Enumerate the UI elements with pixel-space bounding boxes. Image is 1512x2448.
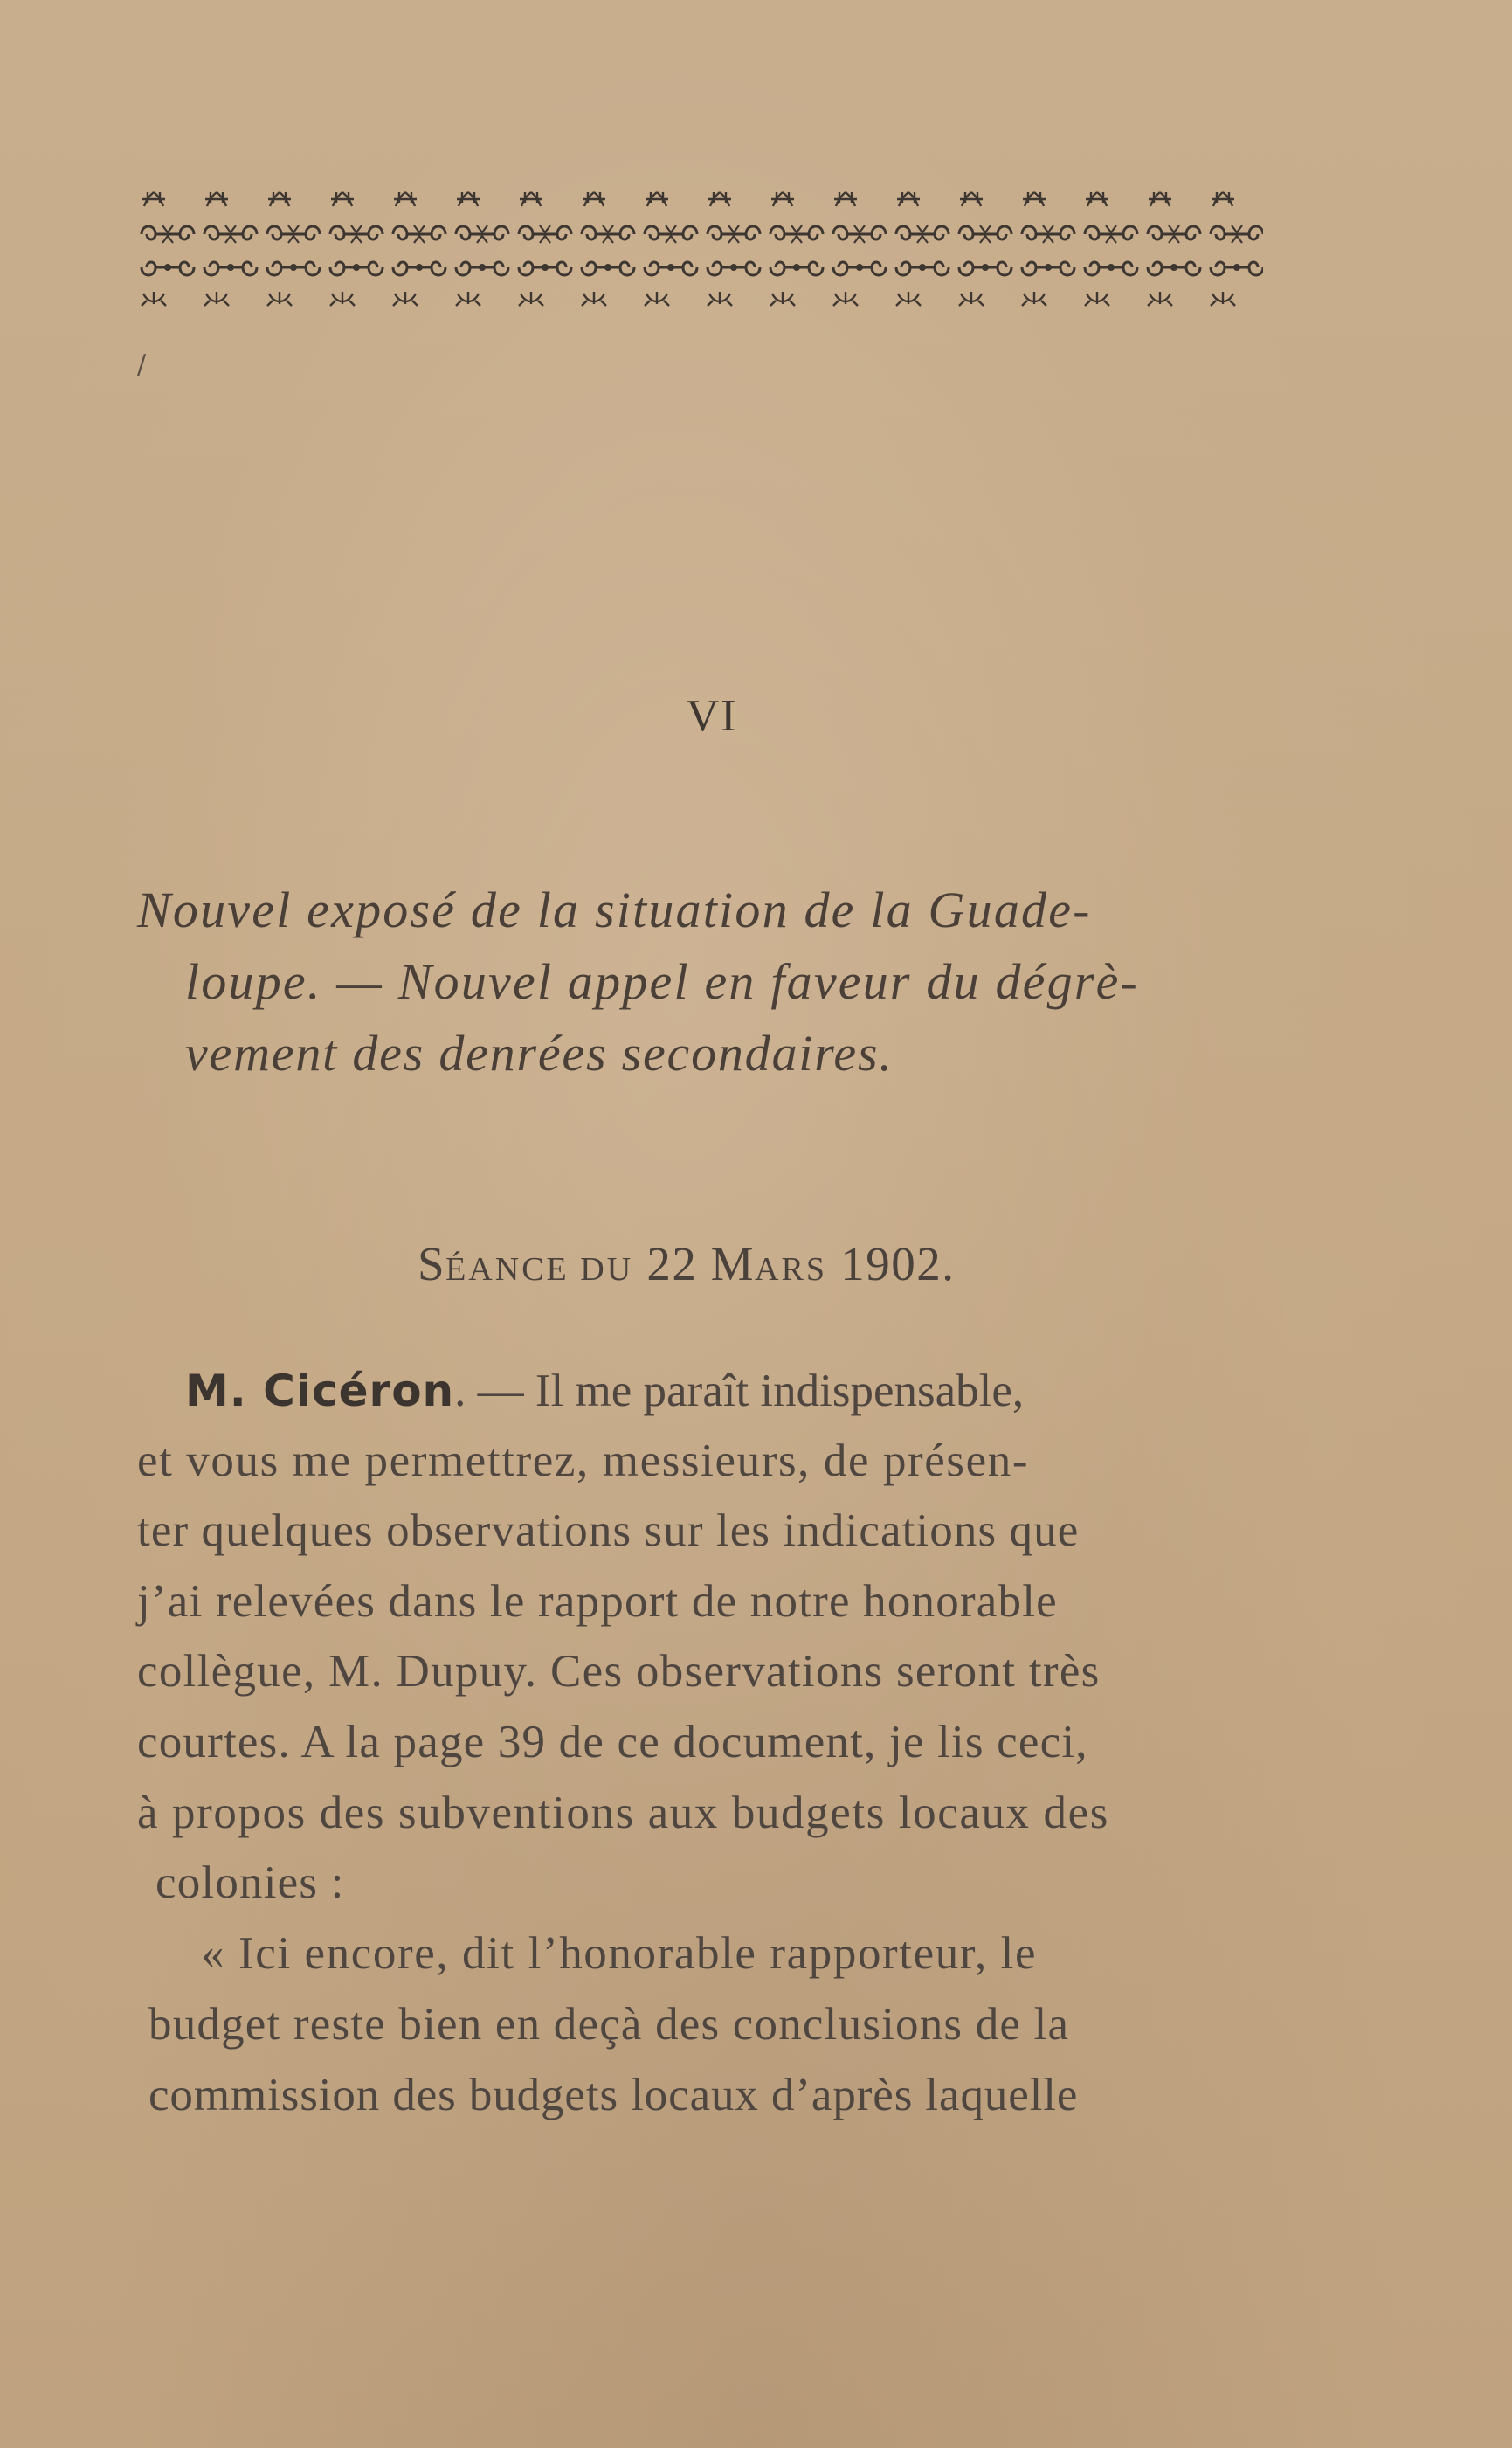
body-line-6: courtes. A la page 39 de ce document, je lis ceci, xyxy=(137,1717,1088,1767)
session-month-rest: ARS xyxy=(755,1251,827,1288)
session-prefix-cap: S xyxy=(418,1237,446,1290)
pencil-mark: / xyxy=(137,349,147,380)
subtitle-line-3: vement des denrées secondaires. xyxy=(185,1025,894,1082)
subtitle-line-2: loupe. — Nouvel appel en faveur du dégrè- xyxy=(185,953,1140,1010)
body-line-1-text: . — Il me paraît indispensable, xyxy=(454,1366,1025,1416)
body-line-4: j’ai relevées dans le rapport de notre honorable xyxy=(137,1576,1058,1627)
session-month-cap: M xyxy=(710,1237,756,1290)
subtitle-line-1: Nouvel exposé de la situation de la Guade- xyxy=(137,882,1092,938)
body-line-11: commission des budgets locaux d’après laquelle xyxy=(148,2070,1079,2120)
body-line-7: à propos des subventions aux budgets locaux des xyxy=(137,1788,1109,1838)
body-line-9: « Ici encore, dit l’honorable rapporteur, le xyxy=(201,1928,1038,1979)
body-line-10: budget reste bien en deçà des conclusions de la xyxy=(148,1999,1070,2050)
session-year: 1902. xyxy=(840,1237,956,1290)
body-line-2: et vous me permettrez, messieurs, de présen- xyxy=(137,1435,1030,1486)
chapter-number: VI xyxy=(686,691,738,741)
fleuron-band-icon xyxy=(138,185,1263,316)
session-prefix-rest: ÉANCE DU xyxy=(445,1251,634,1288)
body-line-8: colonies : xyxy=(155,1857,345,1908)
body-line-1 xyxy=(185,1365,1024,1417)
session-date xyxy=(418,1236,955,1291)
session-day: 22 xyxy=(646,1237,698,1290)
body-line-3: ter quelques observations sur les indications que xyxy=(137,1505,1080,1556)
body-line-5: collègue, M. Dupuy. Ces observations seront très xyxy=(137,1646,1101,1697)
speaker-name: M. Cicéron xyxy=(185,1366,455,1416)
